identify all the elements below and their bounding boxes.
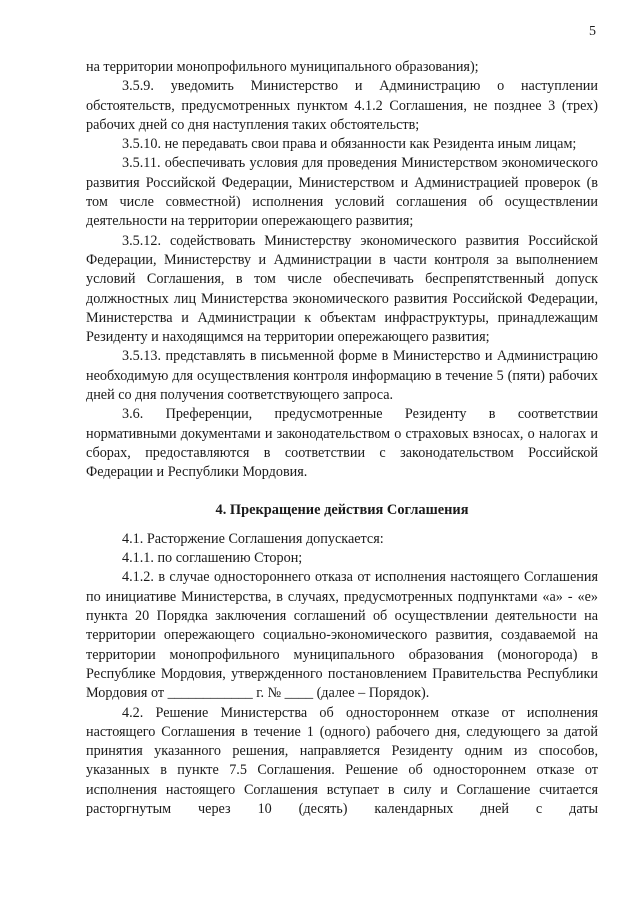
paragraph: 3.6. Преференции, предусмотренные Резиденту в соответствии нормативными документами и законодательством о страховых взносах, о налогах и сборах, предоставляются в соответствии с законодательством Российской Федерации и Республики Мордовия. (86, 406, 598, 481)
paragraph: 3.5.11. обеспечивать условия для проведения Министерством экономического развития Российской Федерации, Министерством и Администрацией проверок (в том числе совместной) исполнения условий соглашения об осуществлении деятельности на территории опережающего развития; (86, 155, 598, 230)
page-number: 5 (589, 24, 596, 39)
paragraph: 3.5.13. представлять в письменной форме в Министерство и Администрацию необходимую для осуществления контроля информацию в течение 5 (пяти) рабочих дней со дня получения соответствующего запроса. (86, 348, 598, 404)
document-body (86, 58, 598, 819)
section-heading: 4. Прекращение действия Соглашения (215, 501, 469, 518)
paragraph: 4.2. Решение Министерства об одностороннем отказе от исполнения настоящего Соглашения в течение 1 (одного) рабочего дня, следующего за датой принятия указанного решения, направляется Резиденту одним из способов, указанных в пункте 7.5 Соглашения. Решение об одностороннем отказе от исполнения настоящего Соглашения вступает в силу и Соглашение считается расторгнутым через 10 (десять) календарных дней с даты (86, 704, 598, 817)
paragraph: на территории монопрофильного муниципального образования); (86, 59, 479, 75)
paragraph: 3.5.9. уведомить Министерство и Администрацию о наступлении обстоятельств, предусмотренных пунктом 4.1.2 Соглашения, не позднее 3 (трех) рабочих дней со дня наступления таких обстоятельств; (86, 78, 598, 133)
paragraph: 4.1. Расторжение Соглашения допускается: (122, 530, 384, 547)
paragraph: 4.1.1. по соглашению Сторон; (122, 550, 303, 567)
paragraph: 4.1.2. в случае одностороннего отказа от исполнения настоящего Соглашения по инициативе Министерства, в случаях, предусмотренных подпунктами «а» - «е» пункта 20 Порядка заключения соглашений об осуществлении деятельности на территории опережающего социально-экономического развития, создаваемой на территории монопрофильного муниципального образования (моногорода) в Республике Мордовия, утвержденного постановлением Правительства Республики Мордовия от ____________ г. № ____ (далее – Порядок). (86, 569, 598, 702)
paragraph: 3.5.10. не передавать свои права и обязанности как Резидента иным лицам; (122, 136, 577, 153)
paragraph: 3.5.12. содействовать Министерству экономического развития Российской Федерации, Министерству и Администрации в части контроля за выполнением условий Соглашения, в том числе обеспечивать беспрепятственный допуск должностных лиц Министерства экономического развития Российской Федерации, Министерства и Администрации к объектам инфраструктуры, принадлежащим Резиденту и находящимся на территории опережающего развития; (86, 232, 598, 346)
